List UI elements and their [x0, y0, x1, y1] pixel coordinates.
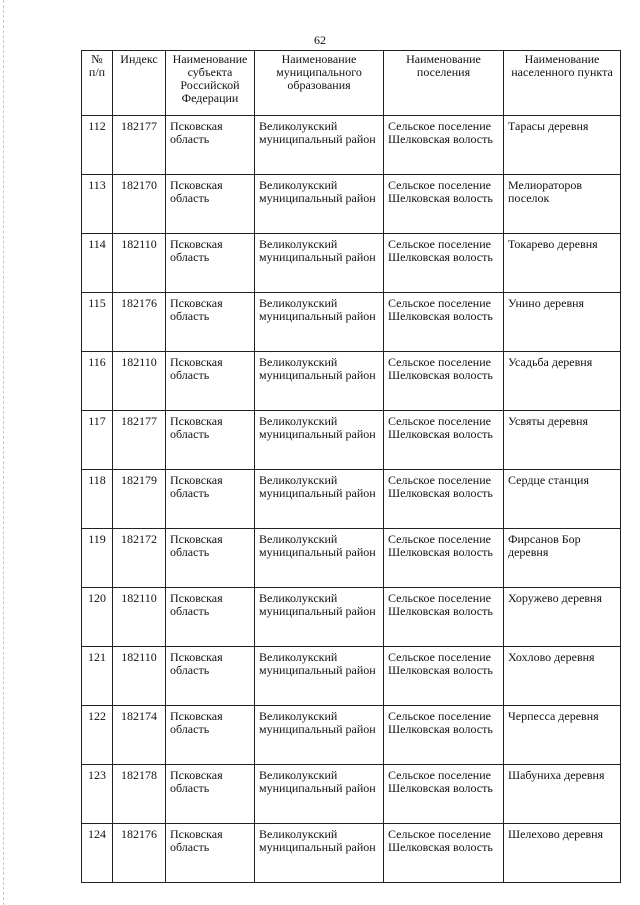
cell-locality: Шелехово деревня [504, 824, 621, 883]
cell-number: 115 [82, 293, 113, 352]
cell-locality: Мелиораторов поселок [504, 175, 621, 234]
cell-settlement: Сельское поселение Шелковская волость [384, 765, 504, 824]
cell-subject: Псковская область [166, 116, 255, 175]
cell-index: 182110 [113, 588, 166, 647]
cell-index: 182179 [113, 470, 166, 529]
cell-settlement: Сельское поселение Шелковская волость [384, 824, 504, 883]
cell-index: 182110 [113, 352, 166, 411]
header-municipality: Наименование муниципального образования [255, 51, 384, 116]
cell-municipality: Великолукский муниципальный район [255, 175, 384, 234]
cell-number: 119 [82, 529, 113, 588]
cell-number: 112 [82, 116, 113, 175]
table-header [82, 51, 621, 116]
cell-subject: Псковская область [166, 470, 255, 529]
cell-locality: Хохлово деревня [504, 647, 621, 706]
cell-municipality: Великолукский муниципальный район [255, 529, 384, 588]
cell-number: 124 [82, 824, 113, 883]
cell-index: 182176 [113, 293, 166, 352]
cell-settlement: Сельское поселение Шелковская волость [384, 411, 504, 470]
cell-settlement: Сельское поселение Шелковская волость [384, 529, 504, 588]
table-row [82, 175, 621, 234]
cell-settlement: Сельское поселение Шелковская волость [384, 706, 504, 765]
cell-index: 182174 [113, 706, 166, 765]
cell-municipality: Великолукский муниципальный район [255, 647, 384, 706]
cell-subject: Псковская область [166, 529, 255, 588]
cell-subject: Псковская область [166, 824, 255, 883]
cell-index: 182177 [113, 411, 166, 470]
cell-settlement: Сельское поселение Шелковская волость [384, 116, 504, 175]
table-row [82, 588, 621, 647]
cell-subject: Псковская область [166, 706, 255, 765]
cell-subject: Псковская область [166, 175, 255, 234]
cell-number: 120 [82, 588, 113, 647]
cell-municipality: Великолукский муниципальный район [255, 706, 384, 765]
cell-number: 118 [82, 470, 113, 529]
cell-settlement: Сельское поселение Шелковская волость [384, 588, 504, 647]
cell-number: 117 [82, 411, 113, 470]
table-row [82, 234, 621, 293]
cell-settlement: Сельское поселение Шелковская волость [384, 352, 504, 411]
cell-locality: Хоружево деревня [504, 588, 621, 647]
cell-locality: Черпесса деревня [504, 706, 621, 765]
cell-number: 123 [82, 765, 113, 824]
cell-number: 113 [82, 175, 113, 234]
cell-settlement: Сельское поселение Шелковская волость [384, 470, 504, 529]
cell-number: 122 [82, 706, 113, 765]
cell-index: 182110 [113, 234, 166, 293]
settlements-table [81, 50, 621, 883]
cell-subject: Псковская область [166, 293, 255, 352]
table-body [82, 116, 621, 883]
settlements-table-container [81, 50, 620, 883]
cell-settlement: Сельское поселение Шелковская волость [384, 647, 504, 706]
cell-settlement: Сельское поселение Шелковская волость [384, 293, 504, 352]
cell-index: 182170 [113, 175, 166, 234]
cell-municipality: Великолукский муниципальный район [255, 234, 384, 293]
cell-municipality: Великолукский муниципальный район [255, 293, 384, 352]
cell-settlement: Сельское поселение Шелковская волость [384, 234, 504, 293]
table-row [82, 411, 621, 470]
header-subject: Наименование субъекта Российской Федерации [166, 51, 255, 116]
cell-municipality: Великолукский муниципальный район [255, 116, 384, 175]
table-row [82, 352, 621, 411]
cell-municipality: Великолукский муниципальный район [255, 352, 384, 411]
table-row [82, 293, 621, 352]
cell-municipality: Великолукский муниципальный район [255, 824, 384, 883]
cell-municipality: Великолукский муниципальный район [255, 588, 384, 647]
cell-subject: Псковская область [166, 234, 255, 293]
cell-locality: Унино деревня [504, 293, 621, 352]
cell-locality: Усвяты деревня [504, 411, 621, 470]
table-row [82, 765, 621, 824]
cell-subject: Псковская область [166, 765, 255, 824]
cell-index: 182177 [113, 116, 166, 175]
header-row [82, 51, 621, 116]
cell-locality: Сердце станция [504, 470, 621, 529]
table-row [82, 706, 621, 765]
table-row [82, 116, 621, 175]
cell-subject: Псковская область [166, 588, 255, 647]
cell-index: 182172 [113, 529, 166, 588]
cell-subject: Псковская область [166, 647, 255, 706]
table-row [82, 824, 621, 883]
cell-locality: Фирсанов Бор деревня [504, 529, 621, 588]
cell-locality: Шабуниха деревня [504, 765, 621, 824]
header-settlement: Наименование поселения [384, 51, 504, 116]
cell-number: 121 [82, 647, 113, 706]
scan-margin-line [3, 0, 4, 905]
cell-index: 182110 [113, 647, 166, 706]
cell-municipality: Великолукский муниципальный район [255, 765, 384, 824]
header-locality: Наименование населенного пункта [504, 51, 621, 116]
cell-locality: Токарево деревня [504, 234, 621, 293]
cell-locality: Тарасы деревня [504, 116, 621, 175]
header-number: № п/п [82, 51, 113, 116]
table-row [82, 529, 621, 588]
cell-locality: Усадьба деревня [504, 352, 621, 411]
cell-subject: Псковская область [166, 352, 255, 411]
cell-number: 114 [82, 234, 113, 293]
cell-municipality: Великолукский муниципальный район [255, 470, 384, 529]
cell-settlement: Сельское поселение Шелковская волость [384, 175, 504, 234]
cell-municipality: Великолукский муниципальный район [255, 411, 384, 470]
cell-index: 182176 [113, 824, 166, 883]
header-index: Индекс [113, 51, 166, 116]
page-number: 62 [314, 33, 326, 47]
cell-number: 116 [82, 352, 113, 411]
table-row [82, 470, 621, 529]
cell-index: 182178 [113, 765, 166, 824]
table-row [82, 647, 621, 706]
cell-subject: Псковская область [166, 411, 255, 470]
